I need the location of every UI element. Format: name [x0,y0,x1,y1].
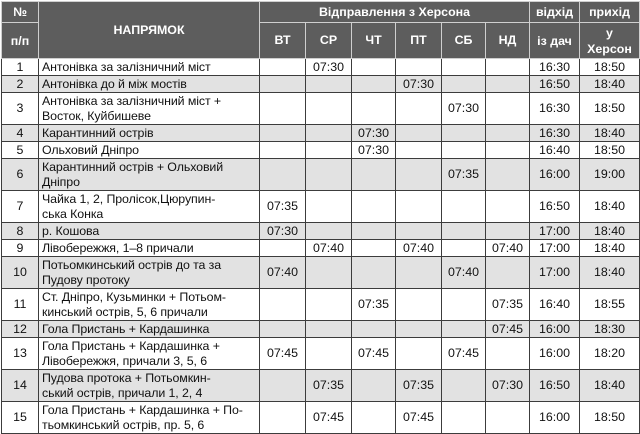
return-departure-time: 16:40 [530,142,580,159]
row-direction [39,370,260,402]
return-departure-time: 16:40 [530,289,580,321]
return-departure-time: 17:00 [530,257,580,289]
arrival-time: 18:30 [580,321,640,338]
departure-time-sat [442,321,486,338]
return-departure-time: 16:00 [530,159,580,191]
arrival-time: 19:00 [580,159,640,191]
direction-line: Пудову протоку [42,272,130,287]
return-departure-time: 16:00 [530,338,580,370]
row-number: 6 [2,159,39,191]
departure-time-tue [260,370,306,402]
row-direction [39,338,260,370]
departure-time-wed [306,191,352,223]
header-arr-line-3: Херсон [587,41,632,56]
departure-time-thu [352,59,396,76]
departure-time-fri: 07:45 [396,402,442,434]
departure-time-thu: 07:45 [352,338,396,370]
departure-time-sat: 07:30 [442,93,486,125]
departure-time-sat: 07:45 [442,338,486,370]
departure-time-thu: 07:30 [352,142,396,159]
table-row [2,240,640,257]
departure-time-fri: 07:40 [396,240,442,257]
row-number: 5 [2,142,39,159]
arrival-time: 18:40 [580,370,640,402]
departure-time-fri: 07:35 [396,370,442,402]
departure-time-wed [306,142,352,159]
row-direction [39,257,260,289]
departure-time-wed [306,289,352,321]
departure-time-sat [442,223,486,240]
header-day-wed: СР [306,23,352,59]
departure-time-wed: 07:30 [306,59,352,76]
direction-line: Карантинний острів [42,125,154,140]
table-row [2,142,640,159]
departure-time-sun [486,223,530,240]
row-direction [39,321,260,338]
departure-time-thu [352,93,396,125]
return-departure-time: 16:30 [530,125,580,142]
arrival-time: 18:55 [580,289,640,321]
departure-time-sat [442,370,486,402]
boat-schedule-table [1,1,640,434]
departure-time-sun: 07:30 [486,370,530,402]
return-departure-time: 16:00 [530,402,580,434]
departure-time-fri [396,93,442,125]
departure-time-tue [260,125,306,142]
departure-time-sun [486,76,530,93]
row-direction [39,289,260,321]
departure-time-sun [486,142,530,159]
departure-time-wed [306,257,352,289]
departure-time-thu [352,191,396,223]
departure-time-tue: 07:45 [260,338,306,370]
row-number: 2 [2,76,39,93]
direction-line: Гола Пристань + Кардашинка [42,321,210,336]
departure-time-tue: 07:40 [260,257,306,289]
row-number: 7 [2,191,39,223]
row-direction [39,159,260,191]
departure-time-thu: 07:30 [352,125,396,142]
departure-time-tue [260,321,306,338]
departure-time-sat [442,142,486,159]
table-row [2,257,640,289]
departure-time-fri [396,142,442,159]
arrival-time: 18:20 [580,338,640,370]
row-direction [39,93,260,125]
departure-time-sun [486,191,530,223]
row-direction [39,142,260,159]
departure-time-wed [306,223,352,240]
departure-time-tue [260,93,306,125]
departure-time-tue [260,159,306,191]
row-direction [39,240,260,257]
row-number: 8 [2,223,39,240]
arrival-time: 18:40 [580,76,640,93]
direction-line: Чайка 1, 2, Пролісок,Цюрупин- [42,191,216,206]
row-number: 13 [2,338,39,370]
table-row [2,338,640,370]
row-number: 12 [2,321,39,338]
row-direction [39,125,260,142]
departure-time-wed [306,93,352,125]
departure-time-fri [396,257,442,289]
arrival-time: 18:40 [580,257,640,289]
table-header [2,2,640,59]
departure-time-wed [306,338,352,370]
departure-time-tue [260,289,306,321]
direction-line: кинський острів, 5, 6 причали [42,304,208,319]
departure-time-wed: 07:35 [306,370,352,402]
departure-time-tue [260,76,306,93]
direction-line: Пудова протока + Потьомкин- [42,370,211,385]
header-num-pp: п/п [2,23,39,59]
departure-time-sun: 07:40 [486,240,530,257]
arrival-time: 18:50 [580,142,640,159]
departure-time-fri: 07:30 [396,76,442,93]
direction-line: Гола Пристань + Кардашинка + [42,338,220,353]
header-day-sat: СБ [442,23,486,59]
departure-time-sat [442,59,486,76]
row-number: 11 [2,289,39,321]
direction-line: тьомкинський острів, пр. 5, 6 [42,417,205,432]
departure-time-tue [260,240,306,257]
departure-time-fri [396,59,442,76]
row-direction [39,76,260,93]
direction-line: Антонівка до й між мостів [42,76,187,91]
departure-time-tue [260,142,306,159]
departure-time-wed [306,125,352,142]
return-departure-time: 16:50 [530,76,580,93]
departure-time-tue: 07:30 [260,223,306,240]
return-departure-time: 16:50 [530,370,580,402]
departure-time-sun [486,125,530,142]
table-row [2,370,640,402]
departure-time-sun [486,59,530,76]
departure-time-wed: 07:45 [306,402,352,434]
departure-time-thu [352,257,396,289]
header-day-fri: ПТ [396,23,442,59]
table-row [2,125,640,142]
return-departure-time: 16:00 [530,321,580,338]
row-direction [39,223,260,240]
departure-time-sun [486,159,530,191]
header-dep-bottom: із дач [530,23,580,59]
row-number: 4 [2,125,39,142]
direction-line: Дніпро [42,174,80,189]
departure-time-fri [396,159,442,191]
table-row [2,191,640,223]
departure-time-fri [396,125,442,142]
table-row [2,289,640,321]
header-departure-group: Відправлення з Херсона [260,2,530,23]
departure-time-thu [352,76,396,93]
return-departure-time: 16:30 [530,93,580,125]
direction-line: Ст. Дніпро, Кузьминки + Потьом- [42,289,226,304]
departure-time-sun [486,257,530,289]
return-departure-time: 17:00 [530,223,580,240]
header-num-symbol: № [2,2,39,23]
departure-time-sat [442,289,486,321]
row-number: 1 [2,59,39,76]
header-day-thu: ЧТ [352,23,396,59]
row-number: 3 [2,93,39,125]
header-arr-bottom [580,23,640,59]
arrival-time: 18:50 [580,93,640,125]
departure-time-thu [352,240,396,257]
row-direction [39,59,260,76]
departure-time-thu [352,321,396,338]
direction-line: Лівобережжя, 1–8 причали [42,240,194,255]
header-dep-top: відхід [530,2,580,23]
departure-time-sun: 07:35 [486,289,530,321]
departure-time-thu [352,223,396,240]
departure-time-wed: 07:40 [306,240,352,257]
arrival-time: 18:50 [580,402,640,434]
header-arr-line-2: у [606,25,613,40]
table-body [2,59,640,434]
return-departure-time: 16:50 [530,191,580,223]
departure-time-tue: 07:35 [260,191,306,223]
departure-time-sun [486,338,530,370]
departure-time-thu: 07:35 [352,289,396,321]
departure-time-sat [442,76,486,93]
direction-line: Ольховий Дніпро [42,142,139,157]
row-number: 9 [2,240,39,257]
header-day-sun: НД [486,23,530,59]
direction-line: Потьомкинський острів до та за [42,257,222,272]
departure-time-fri [396,223,442,240]
return-departure-time: 16:30 [530,59,580,76]
departure-time-sat [442,240,486,257]
departure-time-sat [442,191,486,223]
departure-time-sat [442,125,486,142]
direction-line: ський острів, причали 1, 2, 4 [42,385,203,400]
table-row [2,93,640,125]
direction-line: ська Конка [42,206,104,221]
departure-time-wed [306,76,352,93]
departure-time-wed [306,159,352,191]
header-direction: НАПРЯМОК [39,2,260,59]
departure-time-sun [486,93,530,125]
departure-time-thu [352,159,396,191]
header-day-tue: ВТ [260,23,306,59]
departure-time-wed [306,321,352,338]
departure-time-fri [396,321,442,338]
departure-time-tue [260,59,306,76]
departure-time-fri [396,289,442,321]
row-direction [39,191,260,223]
row-number: 14 [2,370,39,402]
arrival-time: 18:50 [580,59,640,76]
table-row [2,59,640,76]
direction-line: Гола Пристань + Кардашинка + По- [42,402,243,417]
direction-line: Антонівка за залізничний міст + [42,93,222,108]
table-row [2,159,640,191]
departure-time-fri [396,191,442,223]
table-row [2,223,640,240]
table-row [2,76,640,93]
departure-time-sat: 07:35 [442,159,486,191]
row-number: 10 [2,257,39,289]
departure-time-fri [396,338,442,370]
direction-line: Лівобережжя, причали 3, 5, 6 [42,353,207,368]
arrival-time: 18:40 [580,223,640,240]
return-departure-time: 17:00 [530,240,580,257]
direction-line: р. Кошова [42,223,100,238]
arrival-time: 18:40 [580,240,640,257]
direction-line: Восток, Куйбишеве [42,108,151,123]
table-row [2,321,640,338]
departure-time-sat: 07:40 [442,257,486,289]
departure-time-sun: 07:45 [486,321,530,338]
arrival-time: 18:40 [580,191,640,223]
direction-line: Антонівка за залізничний міст [42,59,211,74]
arrival-time: 18:40 [580,125,640,142]
header-arr-top: прихід [580,2,640,23]
row-number: 15 [2,402,39,434]
departure-time-thu [352,370,396,402]
direction-line: Карантинний острів + Ольховий [42,159,224,174]
